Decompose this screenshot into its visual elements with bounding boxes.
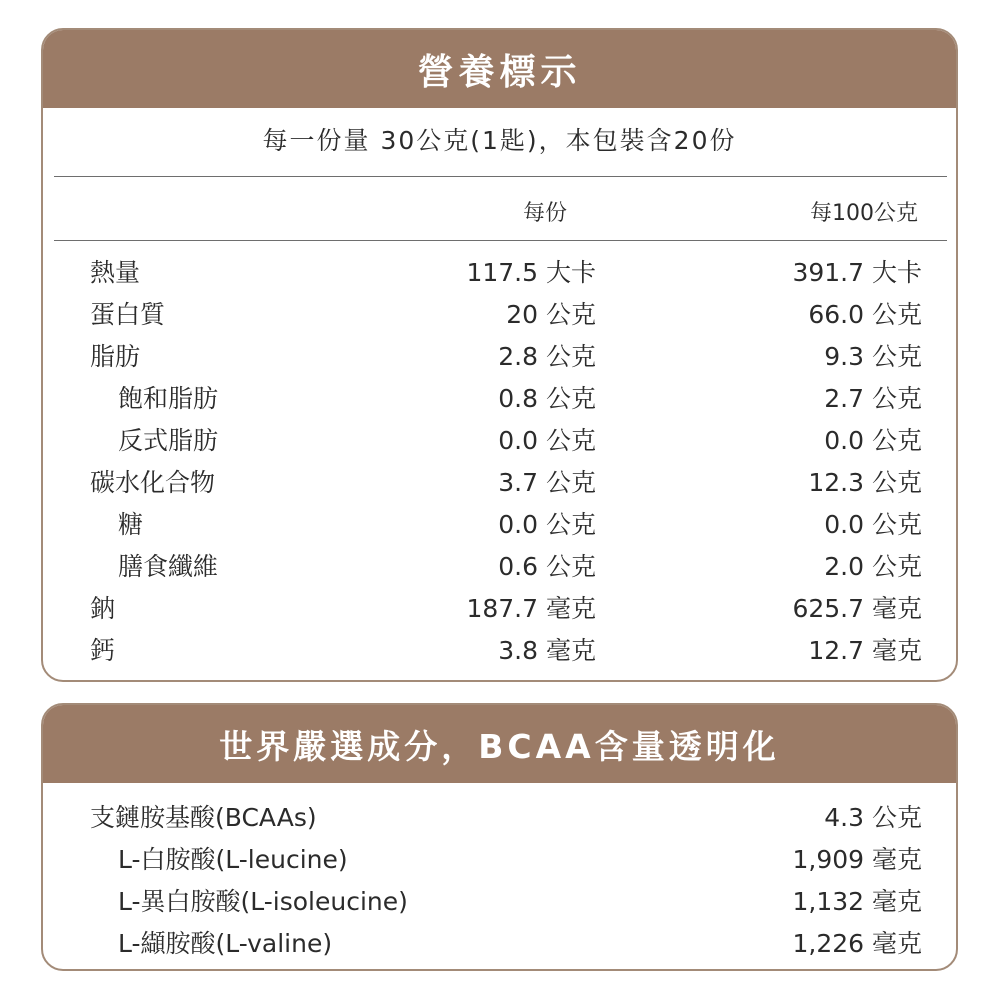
nutrient-name: 碳水化合物 [90,468,216,497]
bcaa-card [41,703,958,971]
nutrient-per-serving: 2.8 公克 [498,342,596,371]
bcaa-title: 世界嚴選成分，BCAA含量透明化 [43,705,956,783]
nutrient-name: 蛋白質 [90,300,166,329]
bcaa-name: L-白胺酸(L-leucine) [118,845,348,874]
nutrient-name: 鈣 [90,636,116,665]
bcaa-row [43,797,956,839]
nutrient-per-serving: 187.7 毫克 [466,594,596,623]
divider [54,176,947,177]
nutrient-row [43,546,956,588]
nutrient-per-serving: 117.5 大卡 [466,258,596,287]
nutrient-per-serving: 0.0 公克 [498,426,596,455]
bcaa-value: 1,226 毫克 [792,929,922,958]
nutrition-facts-title: 營養標示 [43,30,956,108]
nutrient-row [43,252,956,294]
nutrient-per-100g: 9.3 公克 [824,342,922,371]
bcaa-value: 1,132 毫克 [792,887,922,916]
nutrient-row [43,336,956,378]
nutrient-per-serving: 3.7 公克 [498,468,596,497]
divider [54,240,947,241]
nutrient-name: 熱量 [90,258,141,287]
nutrient-per-serving: 20 公克 [506,300,596,329]
bcaa-value: 4.3 公克 [824,803,922,832]
nutrient-per-serving: 3.8 毫克 [498,636,596,665]
nutrient-per-100g: 12.3 公克 [808,468,922,497]
nutrient-per-100g: 391.7 大卡 [792,258,922,287]
nutrient-row [43,294,956,336]
nutrient-row [43,378,956,420]
nutrient-name: 反式脂肪 [118,426,219,455]
nutrition-facts-card [41,28,958,682]
column-header-per-serving: 每份 [523,201,568,226]
nutrient-row [43,588,956,630]
bcaa-name: 支鏈胺基酸(BCAAs) [90,803,317,832]
nutrient-per-100g: 66.0 公克 [808,300,922,329]
bcaa-name: L-纈胺酸(L-valine) [118,929,333,958]
nutrient-per-100g: 0.0 公克 [824,426,922,455]
bcaa-name: L-異白胺酸(L-isoleucine) [118,887,408,916]
nutrient-per-100g: 625.7 毫克 [792,594,922,623]
nutrient-name: 脂肪 [90,342,141,371]
bcaa-row [43,923,956,965]
nutrient-per-100g: 2.0 公克 [824,552,922,581]
nutrient-row [43,462,956,504]
nutrient-per-100g: 2.7 公克 [824,384,922,413]
nutrient-per-100g: 0.0 公克 [824,510,922,539]
nutrient-name: 飽和脂肪 [118,384,219,413]
nutrient-per-serving: 0.6 公克 [498,552,596,581]
column-header-per-100g: 每100公克 [810,201,918,226]
bcaa-row [43,881,956,923]
nutrient-per-serving: 0.0 公克 [498,510,596,539]
nutrient-row [43,630,956,672]
nutrient-row [43,504,956,546]
bcaa-row [43,839,956,881]
nutrient-per-serving: 0.8 公克 [498,384,596,413]
bcaa-value: 1,909 毫克 [792,845,922,874]
nutrient-name: 鈉 [90,594,116,623]
nutrient-name: 膳食纖維 [118,552,219,581]
nutrient-row [43,420,956,462]
nutrient-name: 糖 [118,510,144,539]
serving-size-text: 每一份量 30公克(1匙)，本包裝含20份 [262,126,737,155]
nutrient-per-100g: 12.7 毫克 [808,636,922,665]
